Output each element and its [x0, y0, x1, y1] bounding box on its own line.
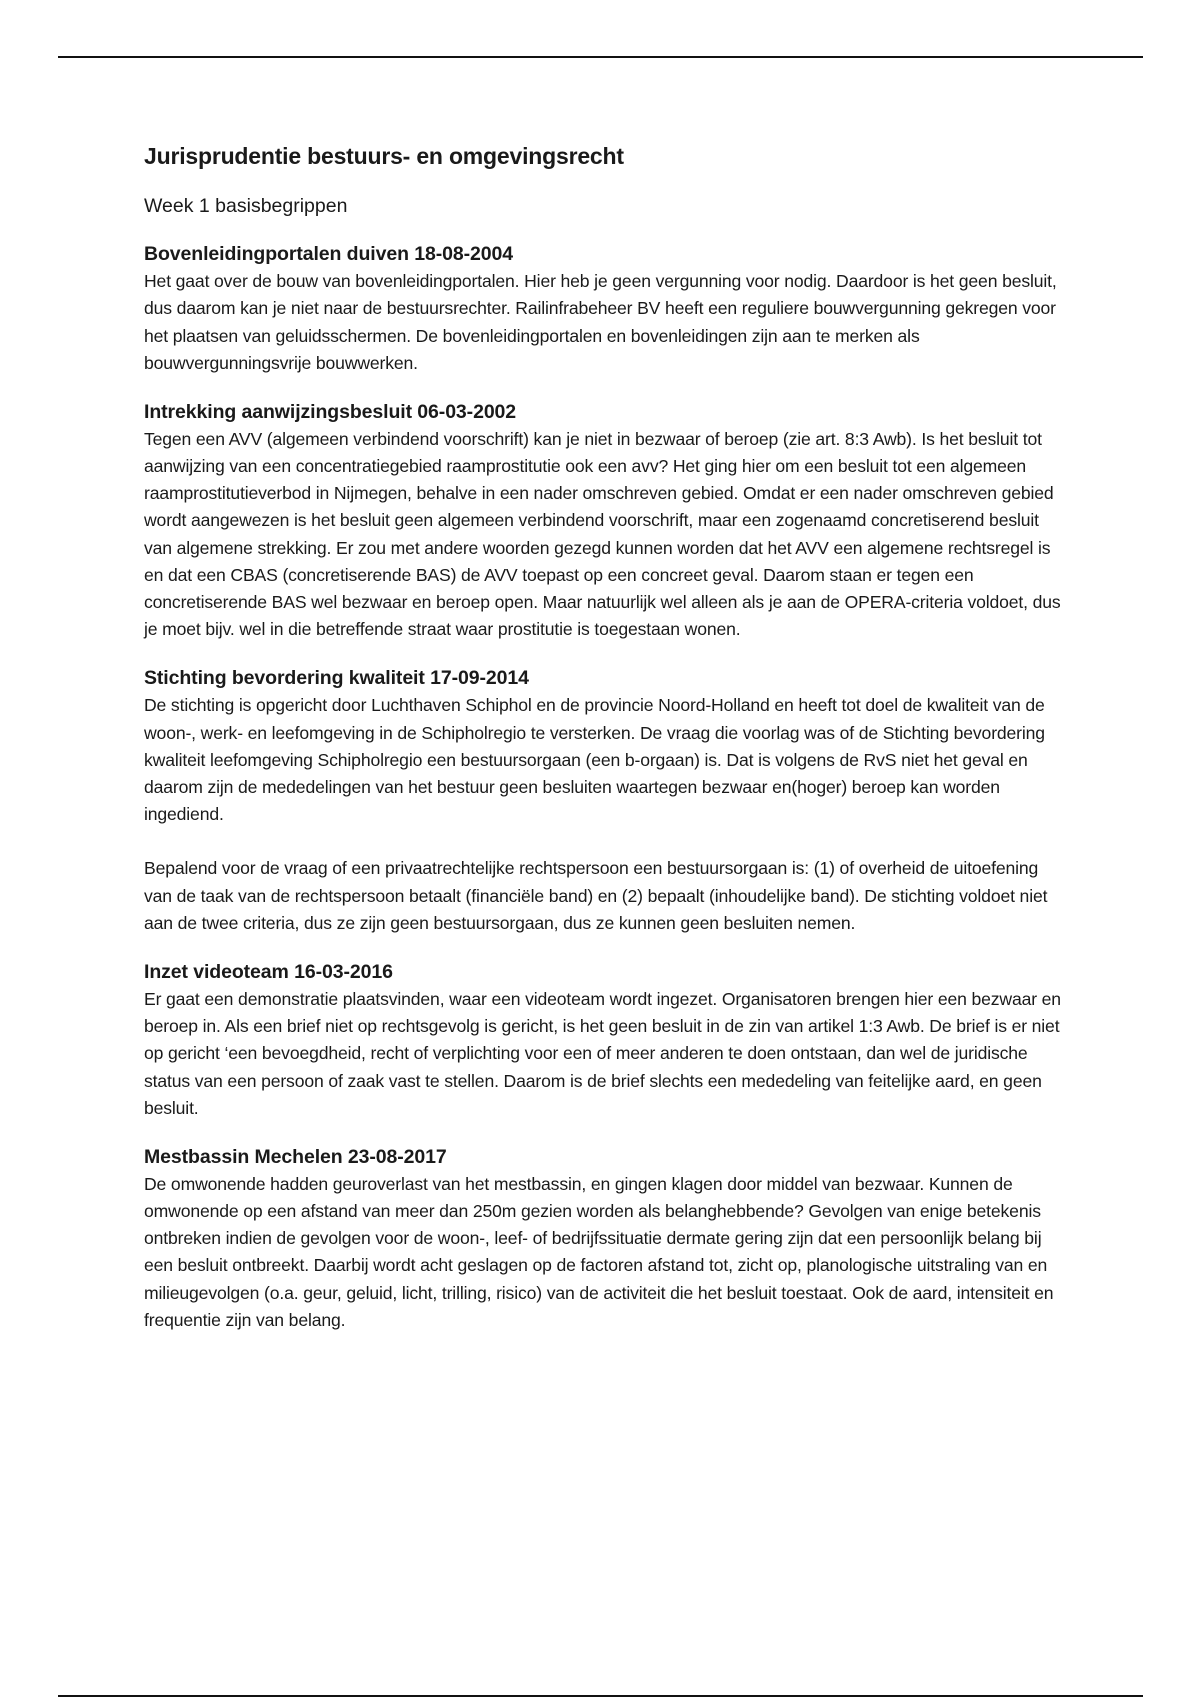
case-paragraph: Het gaat over de bouw van bovenleidingportalen. Hier heb je geen vergunning voor nodig. Daardoor is het geen besluit, dus daarom kan je niet naar de bestuursrechter. Railinfrabeheer BV heeft een reguliere bouwvergunning gekregen voor het plaatsen van geluidsschermen. De bovenleidingportalen en bovenleidingen zijn aan te merken als bouwvergunningsvrije bouwwerken. [144, 271, 1057, 373]
header-rule [58, 56, 1143, 58]
footer-rule [58, 1695, 1143, 1697]
case-bovenleidingportalen [144, 241, 1064, 377]
case-title: Bovenleidingportalen duiven 18-08-2004 [144, 243, 513, 266]
document-body [144, 142, 1064, 1356]
document-title: Jurisprudentie bestuurs- en omgevingsrecht [144, 143, 624, 169]
case-paragraph: Er gaat een demonstratie plaatsvinden, waar een videoteam wordt ingezet. Organisatoren brengen hier een bezwaar en beroep in. Als een brief niet op rechtsgevolg is gericht, is het geen besluit in de zin van artikel 1:3 Awb. De brief is er niet op gericht ‘een bevoegdheid, recht of verplichting voor een of meer anderen te doen ontstaan, dan wel de juridische status van een persoon of zaak vast te stellen. Daarom is de brief slechts een mededeling van feitelijke aard, en geen besluit. [144, 988, 1061, 1118]
case-title: Intrekking aanwijzingsbesluit 06-03-2002 [144, 400, 517, 423]
case-intrekking-aanwijzingsbesluit [144, 399, 1064, 644]
case-paragraph: Bepalend voor de vraag of een privaatrechtelijke rechtspersoon een bestuursorgaan is: (1) of overheid de uitoefening van de taak van de rechtspersoon betaalt (financiële band) en (2) bepaalt (inhoudelijke band). De stichting voldoet niet aan de twee criteria, dus ze zijn geen bestuursorgaan, dus ze kunnen geen besluiten nemen. [144, 858, 1048, 933]
case-paragraph: De stichting is opgericht door Luchthaven Schiphol en de provincie Noord-Holland en heeft tot doel de kwaliteit van de woon-, werk- en leefomgeving in de Schipholregio te versterken. De vraag die voorlag was of de Stichting bevordering kwaliteit leefomgeving Schipholregio een bestuursorgaan (een b-orgaan) is. Dat is volgens de RvS niet het geval en daarom zijn de mededelingen van het bestuur geen besluiten waartegen bezwaar en(hoger) beroep kan worden ingediend. [144, 695, 1045, 825]
case-mestbassin-mechelen [144, 1144, 1064, 1334]
week-heading: Week 1 basisbegrippen [144, 194, 348, 217]
case-title: Inzet videoteam 16-03-2016 [144, 961, 393, 984]
case-title: Mestbassin Mechelen 23-08-2017 [144, 1145, 447, 1168]
case-inzet-videoteam [144, 959, 1064, 1122]
case-title: Stichting bevordering kwaliteit 17-09-2014 [144, 667, 529, 690]
case-stichting-bevordering-kwaliteit [144, 665, 1064, 937]
case-paragraph: De omwonende hadden geuroverlast van het mestbassin, en gingen klagen door middel van bezwaar. Kunnen de omwonende op een afstand van meer dan 250m gezien worden als belanghebbende? Gevolgen van enige betekenis ontbreken indien de gevolgen voor de woon-, leef- of bedrijfssituatie dermate gering zijn dat een persoonlijk belang bij een besluit ontbreekt. Daarbij wordt acht geslagen op de factoren afstand tot, zicht op, planologische uitstraling van en milieugevolgen (o.a. geur, geluid, licht, trilling, risico) van de activiteit die het besluit toestaat. Ook de aard, intensiteit en frequentie zijn van belang. [144, 1173, 1054, 1330]
case-paragraph: Tegen een AVV (algemeen verbindend voorschrift) kan je niet in bezwaar of beroep (zie art. 8:3 Awb). Is het besluit tot aanwijzing van een concentratiegebied raamprostitutie ook een avv? Het ging hier om een besluit tot een algemeen raamprostitutieverbod in Nijmegen, behalve in een nader omschreven gebied. Omdat er een nader omschreven gebied wordt aangewezen is het besluit geen algemeen verbindend voorschrift, maar een zogenaamd concretiserend besluit van algemene strekking. Er zou met andere woorden gezegd kunnen worden dat het AVV een algemene rechtsregel is en dat een CBAS (concretiserende BAS) de AVV toepast op een concreet geval. Daarom staan er tegen een concretiserende BAS wel bezwaar en beroep open. Maar natuurlijk wel alleen als je aan de OPERA-criteria voldoet, dus je moet bijv. wel in die betreffende straat waar prostitutie is toegestaan wonen. [144, 428, 1061, 640]
